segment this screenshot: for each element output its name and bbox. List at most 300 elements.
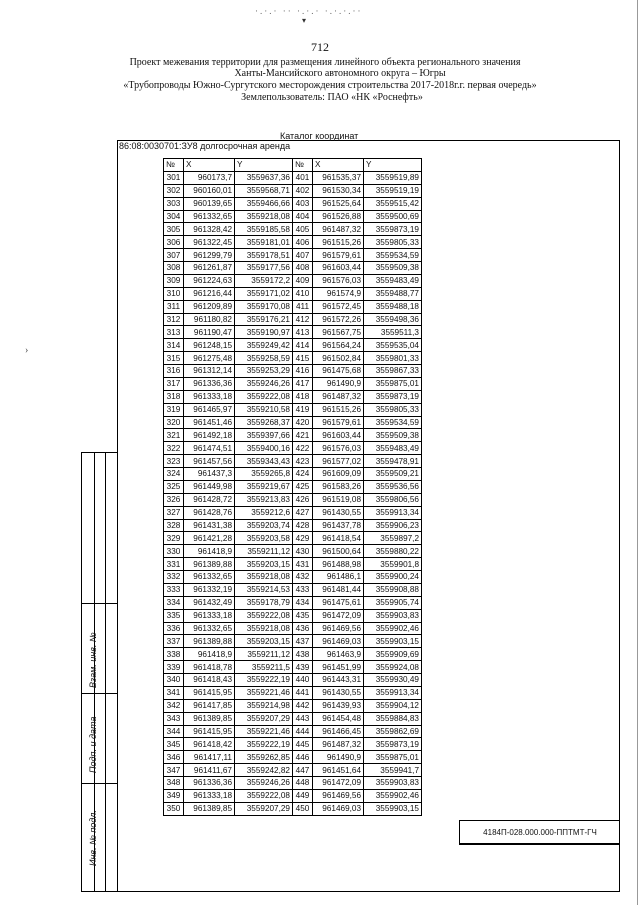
coord-x-cell: 961486,1 xyxy=(313,571,364,584)
coord-y-cell: 3559222,08 xyxy=(235,609,293,622)
coord-x-cell: 961487,32 xyxy=(313,738,364,751)
point-number-cell: 425 xyxy=(293,480,313,493)
coord-x-cell: 961572,26 xyxy=(313,313,364,326)
coord-y-cell: 3559903,15 xyxy=(364,802,422,815)
coord-y-cell: 3559483,49 xyxy=(364,442,422,455)
point-number-cell: 318 xyxy=(164,390,184,403)
coord-y-cell: 3559515,42 xyxy=(364,197,422,210)
point-number-cell: 322 xyxy=(164,442,184,455)
coord-x-cell: 961299,79 xyxy=(184,249,235,262)
coord-y-cell: 3559903,83 xyxy=(364,609,422,622)
coord-y-cell: 3559519,19 xyxy=(364,184,422,197)
coord-x-cell: 961487,32 xyxy=(313,390,364,403)
point-number-cell: 441 xyxy=(293,686,313,699)
coord-x-cell: 961417,85 xyxy=(184,699,235,712)
point-number-cell: 440 xyxy=(293,674,313,687)
coord-x-cell: 961333,18 xyxy=(184,390,235,403)
coord-x-cell: 961451,46 xyxy=(184,416,235,429)
coord-y-cell: 3559249,42 xyxy=(235,339,293,352)
point-number-cell: 321 xyxy=(164,429,184,442)
point-number-cell: 446 xyxy=(293,751,313,764)
point-number-cell: 436 xyxy=(293,622,313,635)
coord-x-cell: 961449,98 xyxy=(184,480,235,493)
coord-y-cell: 3559913,34 xyxy=(364,506,422,519)
table-row xyxy=(164,764,422,777)
point-number-cell: 324 xyxy=(164,468,184,481)
coord-y-cell: 3559903,83 xyxy=(364,777,422,790)
point-number-cell: 343 xyxy=(164,712,184,725)
point-number-cell: 337 xyxy=(164,635,184,648)
coord-x-cell: 961469,56 xyxy=(313,789,364,802)
coord-x-cell: 961417,11 xyxy=(184,751,235,764)
coord-x-cell: 961519,08 xyxy=(313,493,364,506)
point-number-cell: 427 xyxy=(293,506,313,519)
coord-x-cell: 961492,18 xyxy=(184,429,235,442)
coord-y-cell: 3559903,15 xyxy=(364,635,422,648)
table-row xyxy=(164,674,422,687)
table-row xyxy=(164,455,422,468)
table-header-row xyxy=(164,159,422,172)
table-row xyxy=(164,274,422,287)
coord-x-cell: 961430,55 xyxy=(313,686,364,699)
point-number-cell: 314 xyxy=(164,339,184,352)
coord-y-cell: 3559534,59 xyxy=(364,416,422,429)
point-number-cell: 413 xyxy=(293,326,313,339)
coord-y-cell: 3559483,49 xyxy=(364,274,422,287)
point-number-cell: 349 xyxy=(164,789,184,802)
coord-x-cell: 961579,61 xyxy=(313,416,364,429)
point-number-cell: 430 xyxy=(293,545,313,558)
side-stamp-frame xyxy=(81,452,117,892)
coord-y-cell: 3559221,46 xyxy=(235,686,293,699)
table-row xyxy=(164,468,422,481)
point-number-cell: 443 xyxy=(293,712,313,725)
scan-noise-mark: ·.·.· ·· ·.·.· ·.·.·.·· xyxy=(255,6,363,16)
coord-y-cell: 3559535,04 xyxy=(364,339,422,352)
point-number-cell: 344 xyxy=(164,725,184,738)
point-number-cell: 435 xyxy=(293,609,313,622)
coord-x-cell: 961332,19 xyxy=(184,583,235,596)
point-number-cell: 342 xyxy=(164,699,184,712)
coord-y-cell: 3559262,85 xyxy=(235,751,293,764)
coord-x-cell: 961579,61 xyxy=(313,249,364,262)
coord-y-cell: 3559203,15 xyxy=(235,635,293,648)
coord-x-cell: 961451,64 xyxy=(313,764,364,777)
coord-x-cell: 961336,36 xyxy=(184,377,235,390)
point-number-cell: 426 xyxy=(293,493,313,506)
point-number-cell: 307 xyxy=(164,249,184,262)
table-row xyxy=(164,622,422,635)
coord-x-cell: 961481,44 xyxy=(313,583,364,596)
point-number-cell: 442 xyxy=(293,699,313,712)
coord-y-cell: 3559902,46 xyxy=(364,789,422,802)
point-number-cell: 433 xyxy=(293,583,313,596)
col-header-y: Y xyxy=(235,159,293,172)
point-number-cell: 311 xyxy=(164,300,184,313)
coord-y-cell: 3559210,58 xyxy=(235,403,293,416)
coord-y-cell: 3559265,8 xyxy=(235,468,293,481)
coord-y-cell: 3559203,74 xyxy=(235,519,293,532)
table-row xyxy=(164,326,422,339)
point-number-cell: 341 xyxy=(164,686,184,699)
coord-y-cell: 3559466,66 xyxy=(235,197,293,210)
point-number-cell: 449 xyxy=(293,789,313,802)
table-row xyxy=(164,210,422,223)
coordinate-table xyxy=(163,158,422,816)
table-row xyxy=(164,789,422,802)
coord-x-cell: 961418,78 xyxy=(184,661,235,674)
point-number-cell: 339 xyxy=(164,661,184,674)
coord-x-cell: 961603,44 xyxy=(313,429,364,442)
table-row xyxy=(164,506,422,519)
coord-x-cell: 961577,02 xyxy=(313,455,364,468)
coord-y-cell: 3559875,01 xyxy=(364,377,422,390)
coord-x-cell: 961490,9 xyxy=(313,377,364,390)
table-row xyxy=(164,416,422,429)
coord-y-cell: 3559884,83 xyxy=(364,712,422,725)
table-row xyxy=(164,661,422,674)
coord-x-cell: 961576,03 xyxy=(313,442,364,455)
coord-x-cell: 961603,44 xyxy=(313,262,364,275)
coord-x-cell: 961500,64 xyxy=(313,545,364,558)
coord-x-cell: 961421,28 xyxy=(184,532,235,545)
coord-y-cell: 3559806,56 xyxy=(364,493,422,506)
point-number-cell: 414 xyxy=(293,339,313,352)
point-number-cell: 432 xyxy=(293,571,313,584)
coord-y-cell: 3559207,29 xyxy=(235,802,293,815)
point-number-cell: 409 xyxy=(293,274,313,287)
point-number-cell: 334 xyxy=(164,596,184,609)
point-number-cell: 329 xyxy=(164,532,184,545)
coord-x-cell: 961428,72 xyxy=(184,493,235,506)
coord-x-cell: 961437,78 xyxy=(313,519,364,532)
header-line-2: Ханты-Мансийского автономного округа – Югры xyxy=(234,68,446,79)
coord-y-cell: 3559246,26 xyxy=(235,777,293,790)
point-number-cell: 407 xyxy=(293,249,313,262)
coord-x-cell: 961418,54 xyxy=(313,532,364,545)
coord-y-cell: 3559176,21 xyxy=(235,313,293,326)
point-number-cell: 434 xyxy=(293,596,313,609)
point-number-cell: 327 xyxy=(164,506,184,519)
coord-y-cell: 3559900,24 xyxy=(364,571,422,584)
table-row xyxy=(164,493,422,506)
point-number-cell: 328 xyxy=(164,519,184,532)
coord-y-cell: 3559862,69 xyxy=(364,725,422,738)
coord-x-cell: 961439,93 xyxy=(313,699,364,712)
point-number-cell: 408 xyxy=(293,262,313,275)
coord-y-cell: 3559222,08 xyxy=(235,789,293,802)
table-row xyxy=(164,712,422,725)
point-number-cell: 304 xyxy=(164,210,184,223)
header-line-3: «Трубопроводы Южно-Сургутского месторождения строительства 2017-2018г.г. первая очередь» xyxy=(123,80,537,91)
coord-y-cell: 3559222,19 xyxy=(235,674,293,687)
point-number-cell: 403 xyxy=(293,197,313,210)
table-row xyxy=(164,583,422,596)
coord-x-cell: 961333,18 xyxy=(184,789,235,802)
coord-x-cell: 961332,65 xyxy=(184,571,235,584)
point-number-cell: 410 xyxy=(293,287,313,300)
coord-y-cell: 3559218,08 xyxy=(235,571,293,584)
coord-y-cell: 3559218,08 xyxy=(235,622,293,635)
coord-y-cell: 3559185,58 xyxy=(235,223,293,236)
coord-x-cell: 961475,68 xyxy=(313,365,364,378)
table-row xyxy=(164,300,422,313)
col-header-num: № xyxy=(164,159,184,172)
coord-y-cell: 3559203,58 xyxy=(235,532,293,545)
point-number-cell: 350 xyxy=(164,802,184,815)
coord-x-cell: 961583,26 xyxy=(313,480,364,493)
point-number-cell: 336 xyxy=(164,622,184,635)
coord-x-cell: 961261,87 xyxy=(184,262,235,275)
point-number-cell: 424 xyxy=(293,468,313,481)
coord-y-cell: 3559908,88 xyxy=(364,583,422,596)
table-row xyxy=(164,725,422,738)
side-label-vzam: Взам. инв. № xyxy=(88,632,98,688)
coord-x-cell: 961515,26 xyxy=(313,403,364,416)
point-number-cell: 340 xyxy=(164,674,184,687)
coord-x-cell: 961469,03 xyxy=(313,635,364,648)
table-row xyxy=(164,339,422,352)
coord-y-cell: 3559222,08 xyxy=(235,390,293,403)
coord-x-cell: 961465,97 xyxy=(184,403,235,416)
coord-x-cell: 961487,32 xyxy=(313,223,364,236)
table-row xyxy=(164,635,422,648)
coord-y-cell: 3559221,46 xyxy=(235,725,293,738)
coord-x-cell: 961576,03 xyxy=(313,274,364,287)
coord-x-cell: 961209,89 xyxy=(184,300,235,313)
coord-y-cell: 3559905,74 xyxy=(364,596,422,609)
table-row xyxy=(164,532,422,545)
point-number-cell: 412 xyxy=(293,313,313,326)
coord-x-cell: 961332,65 xyxy=(184,210,235,223)
point-number-cell: 345 xyxy=(164,738,184,751)
table-row xyxy=(164,545,422,558)
point-number-cell: 312 xyxy=(164,313,184,326)
table-row xyxy=(164,287,422,300)
coord-x-cell: 961411,67 xyxy=(184,764,235,777)
point-number-cell: 422 xyxy=(293,442,313,455)
coord-y-cell: 3559509,38 xyxy=(364,262,422,275)
coord-x-cell: 961216,44 xyxy=(184,287,235,300)
col-header-num: № xyxy=(293,159,313,172)
coord-y-cell: 3559178,79 xyxy=(235,596,293,609)
coord-y-cell: 3559511,3 xyxy=(364,326,422,339)
coord-x-cell: 961574,9 xyxy=(313,287,364,300)
point-number-cell: 303 xyxy=(164,197,184,210)
coord-y-cell: 3559930,49 xyxy=(364,674,422,687)
coord-x-cell: 961415,95 xyxy=(184,725,235,738)
coord-x-cell: 961389,85 xyxy=(184,712,235,725)
coord-y-cell: 3559397,66 xyxy=(235,429,293,442)
coord-y-cell: 3559214,98 xyxy=(235,699,293,712)
point-number-cell: 326 xyxy=(164,493,184,506)
point-number-cell: 402 xyxy=(293,184,313,197)
coord-y-cell: 3559637,36 xyxy=(235,171,293,184)
point-number-cell: 316 xyxy=(164,365,184,378)
coord-x-cell: 961535,37 xyxy=(313,171,364,184)
coord-y-cell: 3559177,56 xyxy=(235,262,293,275)
table-row xyxy=(164,184,422,197)
coord-x-cell: 961466,45 xyxy=(313,725,364,738)
point-number-cell: 308 xyxy=(164,262,184,275)
table-row xyxy=(164,262,422,275)
point-number-cell: 437 xyxy=(293,635,313,648)
coord-y-cell: 3559924,08 xyxy=(364,661,422,674)
coord-x-cell: 961609,09 xyxy=(313,468,364,481)
point-number-cell: 428 xyxy=(293,519,313,532)
coord-x-cell: 961389,88 xyxy=(184,635,235,648)
coord-y-cell: 3559880,22 xyxy=(364,545,422,558)
coord-y-cell: 3559536,56 xyxy=(364,480,422,493)
point-number-cell: 319 xyxy=(164,403,184,416)
point-number-cell: 421 xyxy=(293,429,313,442)
point-number-cell: 431 xyxy=(293,558,313,571)
coord-x-cell: 960139,65 xyxy=(184,197,235,210)
coord-x-cell: 961428,76 xyxy=(184,506,235,519)
coord-y-cell: 3559218,08 xyxy=(235,210,293,223)
point-number-cell: 438 xyxy=(293,648,313,661)
coord-y-cell: 3559519,89 xyxy=(364,171,422,184)
point-number-cell: 416 xyxy=(293,365,313,378)
point-number-cell: 305 xyxy=(164,223,184,236)
table-row xyxy=(164,236,422,249)
point-number-cell: 335 xyxy=(164,609,184,622)
coord-y-cell: 3559211,5 xyxy=(235,661,293,674)
parcel-label: 86:08:0030701:ЗУ8 долгосрочная аренда xyxy=(119,141,291,151)
coord-y-cell: 3559498,36 xyxy=(364,313,422,326)
coord-x-cell: 961248,15 xyxy=(184,339,235,352)
drawing-code-stamp: 4184П-028.000.000-ППТМТ-ГЧ xyxy=(459,820,620,844)
coord-x-cell: 961443,31 xyxy=(313,674,364,687)
coord-x-cell: 961415,95 xyxy=(184,686,235,699)
coord-x-cell: 961490,9 xyxy=(313,751,364,764)
coord-y-cell: 3559222,19 xyxy=(235,738,293,751)
coord-x-cell: 960173,7 xyxy=(184,171,235,184)
point-number-cell: 348 xyxy=(164,777,184,790)
table-row xyxy=(164,596,422,609)
coord-x-cell: 961312,14 xyxy=(184,365,235,378)
coord-y-cell: 3559509,21 xyxy=(364,468,422,481)
side-stamp-divider xyxy=(82,603,117,604)
table-row xyxy=(164,313,422,326)
coord-y-cell: 3559343,43 xyxy=(235,455,293,468)
coord-x-cell: 961322,45 xyxy=(184,236,235,249)
coord-x-cell: 961567,75 xyxy=(313,326,364,339)
coord-y-cell: 3559400,16 xyxy=(235,442,293,455)
coord-y-cell: 3559534,59 xyxy=(364,249,422,262)
col-header-x: X xyxy=(184,159,235,172)
coord-y-cell: 3559897,2 xyxy=(364,532,422,545)
point-number-cell: 447 xyxy=(293,764,313,777)
point-number-cell: 419 xyxy=(293,403,313,416)
point-number-cell: 429 xyxy=(293,532,313,545)
coord-x-cell: 961564,24 xyxy=(313,339,364,352)
coord-x-cell: 961190,47 xyxy=(184,326,235,339)
coord-x-cell: 961469,03 xyxy=(313,802,364,815)
coord-x-cell: 961418,9 xyxy=(184,545,235,558)
page-number: 712 xyxy=(311,40,329,54)
side-label-podp: Подп. и дата xyxy=(88,716,98,773)
point-number-cell: 418 xyxy=(293,390,313,403)
coord-x-cell: 961431,38 xyxy=(184,519,235,532)
coord-x-cell: 961389,85 xyxy=(184,802,235,815)
table-row xyxy=(164,249,422,262)
side-label-inv: Инв. № подл. xyxy=(88,810,98,866)
coord-x-cell: 961333,18 xyxy=(184,609,235,622)
header-line-4: Землепользователь: ПАО «НК «Роснефть» xyxy=(241,92,423,103)
header-line-1: Проект межевания территории для размещения линейного объекта регионального значения xyxy=(129,57,521,68)
table-row xyxy=(164,429,422,442)
coord-y-cell: 3559509,38 xyxy=(364,429,422,442)
coord-x-cell: 961474,51 xyxy=(184,442,235,455)
table-row xyxy=(164,648,422,661)
table-row xyxy=(164,777,422,790)
point-number-cell: 306 xyxy=(164,236,184,249)
point-number-cell: 450 xyxy=(293,802,313,815)
coord-x-cell: 961437,3 xyxy=(184,468,235,481)
point-number-cell: 404 xyxy=(293,210,313,223)
point-number-cell: 405 xyxy=(293,223,313,236)
coord-x-cell: 961328,42 xyxy=(184,223,235,236)
table-row xyxy=(164,571,422,584)
point-number-cell: 448 xyxy=(293,777,313,790)
coord-y-cell: 3559172,2 xyxy=(235,274,293,287)
coord-y-cell: 3559178,51 xyxy=(235,249,293,262)
coord-x-cell: 961472,09 xyxy=(313,777,364,790)
coord-x-cell: 961502,84 xyxy=(313,352,364,365)
table-row xyxy=(164,751,422,764)
point-number-cell: 338 xyxy=(164,648,184,661)
point-number-cell: 417 xyxy=(293,377,313,390)
coord-x-cell: 961454,48 xyxy=(313,712,364,725)
coord-y-cell: 3559246,26 xyxy=(235,377,293,390)
coord-x-cell: 961488,98 xyxy=(313,558,364,571)
coord-y-cell: 3559867,33 xyxy=(364,365,422,378)
coord-y-cell: 3559873,19 xyxy=(364,738,422,751)
coord-x-cell: 961418,42 xyxy=(184,738,235,751)
coord-y-cell: 3559488,18 xyxy=(364,300,422,313)
table-row xyxy=(164,365,422,378)
coord-x-cell: 961389,88 xyxy=(184,558,235,571)
coord-x-cell: 961180,82 xyxy=(184,313,235,326)
table-row xyxy=(164,223,422,236)
coord-y-cell: 3559913,34 xyxy=(364,686,422,699)
coord-x-cell: 961275,48 xyxy=(184,352,235,365)
point-number-cell: 325 xyxy=(164,480,184,493)
stamp-divider xyxy=(459,844,620,845)
coord-y-cell: 3559805,33 xyxy=(364,403,422,416)
coord-y-cell: 3559902,46 xyxy=(364,622,422,635)
coord-x-cell: 960160,01 xyxy=(184,184,235,197)
table-row xyxy=(164,171,422,184)
table-row xyxy=(164,802,422,815)
coord-y-cell: 3559213,83 xyxy=(235,493,293,506)
scan-noise-mark: › xyxy=(25,345,29,356)
point-number-cell: 331 xyxy=(164,558,184,571)
coord-x-cell: 961418,43 xyxy=(184,674,235,687)
coord-x-cell: 961430,55 xyxy=(313,506,364,519)
coord-y-cell: 3559258,59 xyxy=(235,352,293,365)
coord-x-cell: 961332,65 xyxy=(184,622,235,635)
coord-y-cell: 3559190,97 xyxy=(235,326,293,339)
point-number-cell: 423 xyxy=(293,455,313,468)
point-number-cell: 346 xyxy=(164,751,184,764)
coord-y-cell: 3559488,77 xyxy=(364,287,422,300)
table-row xyxy=(164,699,422,712)
table-row xyxy=(164,738,422,751)
table-row xyxy=(164,352,422,365)
point-number-cell: 439 xyxy=(293,661,313,674)
